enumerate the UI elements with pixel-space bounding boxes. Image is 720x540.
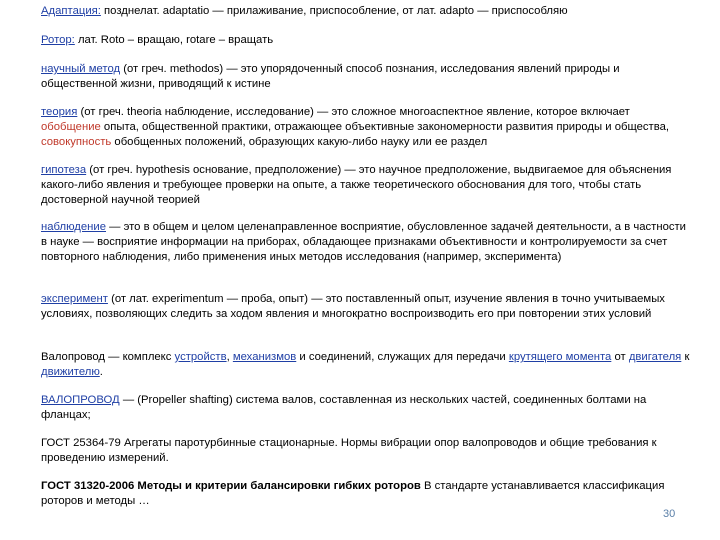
definition-observation xyxy=(41,220,691,265)
definition-text: лат. Roto – вращаю, rotare – вращать xyxy=(74,34,274,46)
definition-text: — это в общем и целом целенаправленное восприятие, обусловленное задачей деятельности, а в частности в науке — восприятие информации на приборах, обладающее признаками объективности и контролируемости за счет повторного наблюдения, либо применения иных методов исследования (например, эксперимента) xyxy=(41,221,686,264)
link-torque[interactable]: крутящего момента xyxy=(508,351,612,363)
definition-text: — (Propeller shafting) система валов, составленная из нескольких частей, соединенных болтами на фланцах; xyxy=(41,394,647,422)
term-hypothesis-link[interactable]: гипотеза xyxy=(41,164,87,176)
term-theory-link[interactable]: теория xyxy=(41,106,78,118)
definition-text: Валопровод — комплекс xyxy=(41,351,175,363)
term-observation-link[interactable]: наблюдение xyxy=(41,221,107,233)
term-adaptation-link[interactable]: Адаптация: xyxy=(41,5,101,17)
definition-text: (от греч. theoria наблюдение, исследование) — это сложное многоаспектное явление, которое включает xyxy=(77,106,630,118)
definition-adaptation xyxy=(41,4,691,19)
term-shafting-link[interactable]: ВАЛОПРОВОД xyxy=(41,394,120,406)
definition-text: В стандарте устанавливается классификация роторов и методы … xyxy=(41,480,665,508)
definition-experiment xyxy=(41,292,691,322)
highlight-totality: совокупность xyxy=(41,136,112,149)
separator-text: к xyxy=(681,351,690,363)
standard-gost-25364 xyxy=(41,436,691,466)
definition-text: (от греч. hypothesis основание, предположение) — это научное предположение, выдвигаемое для объяснения какого-либо явления и требующее проверки на опыте, а также теоретического обоснования для того, чтобы стать достоверной научной теорией xyxy=(41,164,672,207)
definition-hypothesis xyxy=(41,163,691,208)
separator-text: . xyxy=(99,366,103,379)
definition-text: обобщенных положений, образующих какую-либо науку или ее раздел xyxy=(111,136,488,149)
definition-theory xyxy=(41,105,691,150)
definition-text: ГОСТ 25364-79 Агрегаты паротурбинные стационарные. Нормы вибрации опор валопроводов и общие требования к проведению измерений. xyxy=(41,437,657,465)
standard-title: ГОСТ 31320-2006 Методы и критерии балансировки гибких роторов xyxy=(41,480,421,492)
definition-text: (от лат. experimentum — проба, опыт) — это поставленный опыт, изучение явления в точно учитываемых условиях, позволяющих следить за ходом явления и многократно воспроизводить его при повторении этих условий xyxy=(41,293,665,321)
link-mechanisms[interactable]: механизмов xyxy=(232,351,297,363)
link-propulsor[interactable]: движителю xyxy=(41,366,100,379)
link-engine[interactable]: двигателя xyxy=(628,351,682,363)
definition-text: и соединений, служащих для передачи xyxy=(296,351,509,363)
separator-text: , xyxy=(226,351,233,363)
standard-gost-31320 xyxy=(41,479,691,509)
term-scientific-method-link[interactable]: научный метод xyxy=(41,63,121,75)
link-devices[interactable]: устройств xyxy=(174,351,227,363)
definition-text: позднелат. adaptatio — прилаживание, приспособление, от лат. adapto — приспособляю xyxy=(100,5,568,17)
page-number: 30 xyxy=(663,508,676,520)
definition-shafting xyxy=(41,350,691,380)
term-rotor-link[interactable]: Ротор: xyxy=(41,34,75,46)
definition-propeller-shafting xyxy=(41,393,691,423)
definition-rotor xyxy=(41,33,691,48)
highlight-generalization: обобщение xyxy=(41,121,101,134)
definition-scientific-method xyxy=(41,62,691,92)
definition-text: опыта, общественной практики, отражающее объективные закономерности развития природы и общества, xyxy=(100,121,670,134)
definition-text: (от греч. methodos) — это упорядоченный способ познания, исследования явлений природы и общественной жизни, приводящий к истине xyxy=(41,63,620,91)
separator-text: от xyxy=(611,351,629,363)
term-experiment-link[interactable]: эксперимент xyxy=(41,293,108,305)
